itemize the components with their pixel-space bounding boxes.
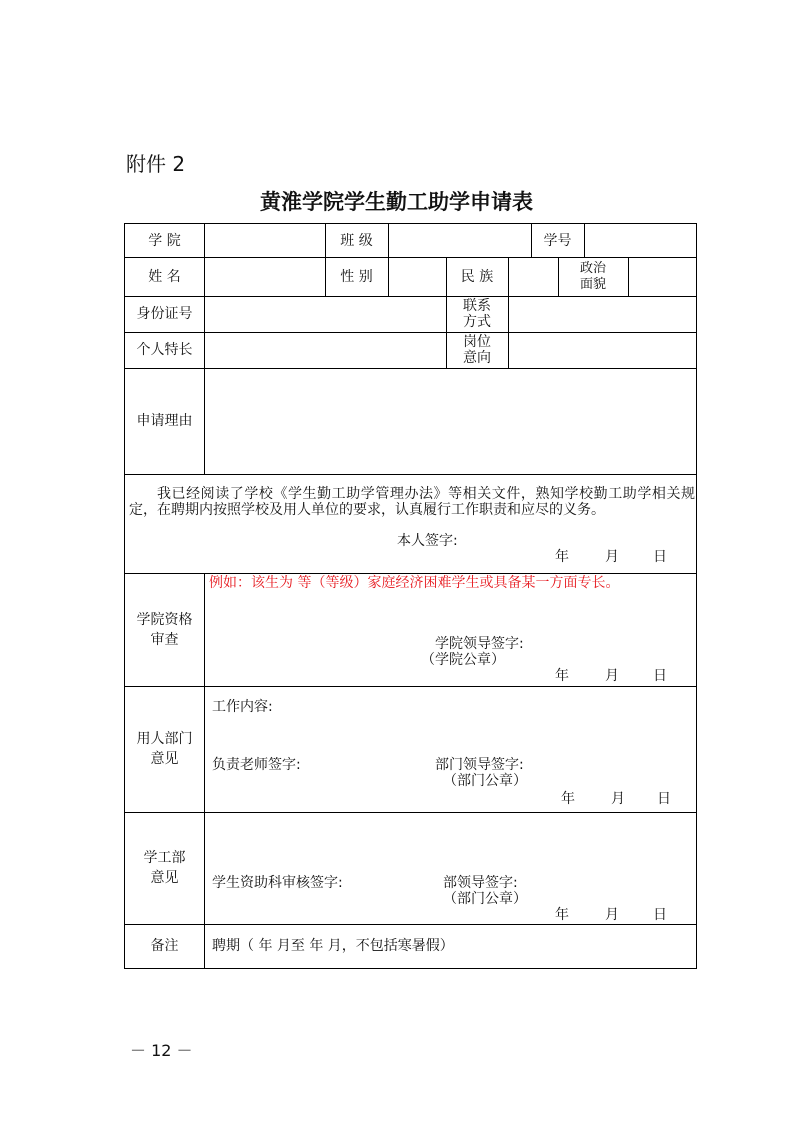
date-month: 月: [605, 668, 619, 684]
specialty-label: 个人特长: [136, 342, 193, 358]
college-review-label-line1: 学院资格: [136, 611, 193, 628]
date-month: 月: [605, 907, 619, 923]
college-leader-signature-label: 学院领导签字:: [435, 636, 524, 652]
date-day: 日: [653, 549, 667, 565]
column-divider: [388, 224, 389, 296]
class-label: 班 级: [340, 232, 373, 249]
date-day: 日: [657, 791, 671, 807]
position-intent-label-line1: 岗位: [463, 334, 491, 350]
date-day: 日: [653, 907, 667, 923]
row-divider: [125, 924, 696, 925]
student-affairs-opinion-label: [125, 812, 204, 924]
affairs-seal-label: （部门公章）: [443, 891, 527, 907]
date-year: 年: [555, 549, 569, 565]
employer-opinion-label: [125, 686, 204, 812]
ethnicity-label: 民 族: [460, 268, 494, 285]
date-month: 月: [605, 549, 619, 565]
affairs-leader-signature-label: 部领导签字:: [443, 875, 518, 891]
employer-opinion-label-line2: 意见: [150, 751, 179, 767]
work-content-label: 工作内容:: [212, 699, 273, 715]
contact-label: [446, 296, 508, 332]
contact-label-line2: 方式: [463, 314, 491, 330]
employment-period-text: 聘期（ 年 月至 年 月，不包括寒暑假）: [212, 938, 454, 954]
contact-label-line1: 联系: [463, 298, 491, 314]
date-year: 年: [555, 668, 569, 684]
political-status-label-line1: 政治: [579, 260, 606, 276]
application-form-table: [124, 223, 697, 969]
college-seal-label: （学院公章）: [421, 652, 505, 668]
student-affairs-opinion-label-line1: 学工部: [143, 850, 186, 866]
teacher-signature-label: 负责老师签字:: [212, 757, 301, 773]
row-divider: [125, 332, 696, 333]
date-year: 年: [555, 907, 569, 923]
political-status-label-line2: 面貌: [579, 276, 606, 292]
student-id-label: 学号: [543, 232, 572, 249]
college-review-example: 例如：该生为 等（等级）家庭经济困难学生或具备某一方面专长。: [209, 575, 620, 591]
remarks-label: 备注: [150, 938, 179, 954]
applicant-signature-label: 本人签字:: [397, 533, 458, 549]
reason-label: 申请理由: [136, 413, 193, 429]
form-title: 黄淮学院学生勤工助学申请表: [260, 189, 533, 214]
attachment-label: 附件 2: [126, 152, 186, 176]
column-divider: [508, 257, 509, 368]
pledge-text: 我已经阅读了学校《学生勤工助学管理办法》等相关文件，熟知学校勤工助学相关规定，在聘期内按照学校及用人单位的要求，认真履行工作职责和应尽的义务。: [129, 486, 695, 518]
row-divider: [125, 368, 696, 369]
position-intent-label-line2: 意向: [463, 350, 491, 366]
row-divider: [125, 686, 696, 687]
position-intent-label: [446, 332, 508, 368]
row-divider: [125, 296, 696, 297]
political-status-label: [558, 257, 628, 296]
college-review-label: [125, 573, 204, 686]
column-divider: [204, 573, 205, 969]
column-divider: [628, 257, 629, 296]
department-leader-signature-label: 部门领导签字:: [435, 757, 524, 773]
gender-label: 性 别: [340, 268, 373, 285]
row-divider: [125, 812, 696, 813]
aid-office-signature-label: 学生资助科审核签字:: [212, 875, 343, 891]
college-review-label-line2: 审查: [150, 631, 179, 648]
date-month: 月: [611, 791, 625, 807]
college-label: 学 院: [148, 232, 181, 249]
student-affairs-opinion-label-line2: 意见: [150, 870, 179, 886]
page-number: － 12 －: [130, 1041, 193, 1060]
id-number-label: 身份证号: [136, 306, 193, 322]
date-day: 日: [653, 668, 667, 684]
row-divider: [125, 474, 696, 475]
department-seal-label: （部门公章）: [443, 773, 527, 789]
employer-opinion-label-line1: 用人部门: [136, 731, 193, 747]
name-label: 姓 名: [148, 268, 181, 285]
column-divider: [584, 224, 585, 257]
column-divider: [204, 224, 205, 474]
date-year: 年: [561, 791, 575, 807]
